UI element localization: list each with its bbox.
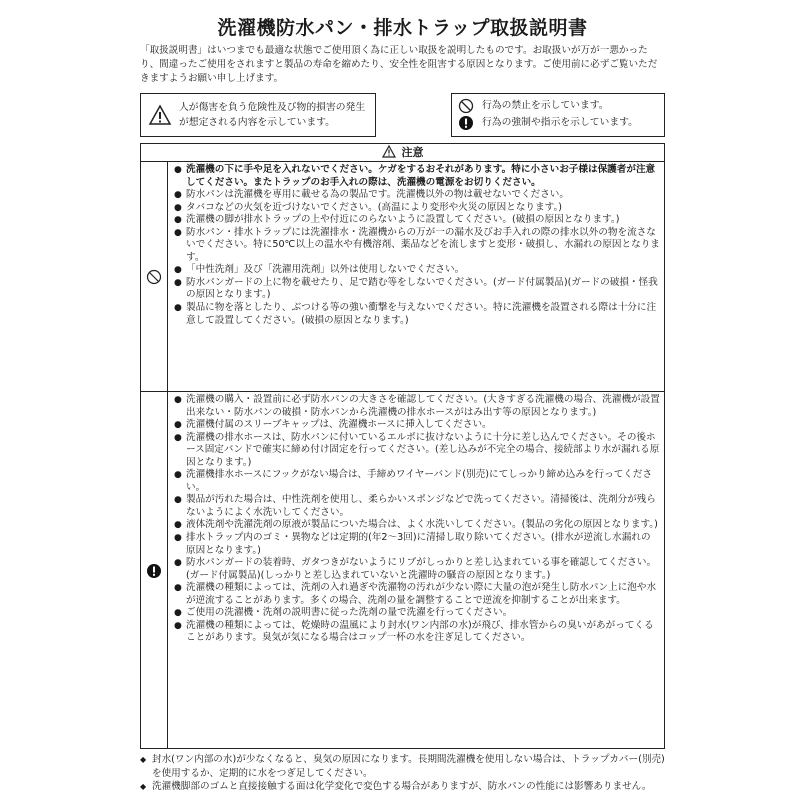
symbol-legend [140, 93, 665, 140]
list-item: ● 洗濯機の種類によっては、洗剤の入れ過ぎや洗濯物の汚れが少ない際に大量の泡が発生し防水パン上に泡や水が逆流することがあります。多くの場合、洗剤の量を調整することで逆流を抑制することが出来ます。 [174, 582, 660, 607]
legend-prohibit-text: 行為の禁止を示しています。 [482, 100, 609, 111]
footnote: ◆ 封水(ワン内部の水)が少なくなると、臭気の原因になります。長期間洗濯機を使用しない場合は、トラップカバー(別売)を使用するか、定期的に水をつぎ足してください。 [140, 753, 665, 780]
list-item: ● 洗濯機の排水ホースは、防水パンに付いているエルボに抜けないように十分に差し込んでください。その後ホース固定バンドで確実に締め付け固定を行ってください。(差し込みが不完全の場合、接続部より水が漏れる原因となります。) [174, 432, 660, 470]
footnotes [140, 753, 665, 794]
warning-definition-box [140, 93, 376, 137]
legend-mandatory-row [458, 114, 658, 131]
list-item: ● 洗濯機付属のスリーブキャップは、洗濯機ホースに挿入してください。 [174, 419, 660, 432]
list-item: ● 製品に物を落としたり、ぶつける等の強い衝撃を与えないでください。特に洗濯機を設置される際は十分に注意して設置してください。(破損の原因となります。) [174, 302, 660, 327]
list-item: ● 「中性洗剤」及び「洗濯用洗剤」以外は使用しないでください。 [174, 264, 660, 277]
list-item: ● 防水パン・排水トラップには洗濯排水・洗濯機からの万が一の漏水及びお手入れの際の排水以外の物を流さないでください。特に50℃以上の温水や有機溶剤、薬品などを流しますと変形・破損し、水漏れの原因となります。 [174, 227, 660, 265]
legend-prohibit-row [458, 97, 658, 114]
prohibit-icon [146, 269, 162, 285]
list-item: ● 製品が汚れた場合は、中性洗剤を使用し、柔らかいスポンジなどで洗ってください。清掃後は、洗剤分が残らないようによく水洗いしてください。 [174, 494, 660, 519]
caution-header [141, 144, 664, 162]
list-item: ● 防水パンガードの装着時、ガタつきがないようにリブがしっかりと差し込まれている事を確認してください。(ガード付属製品)(しっかりと差し込まれていないと洗濯時の騒音の原因となります。) [174, 557, 660, 582]
prohibit-section-icon-column [141, 162, 168, 391]
icon-legend-box [451, 93, 665, 137]
list-item: ● 防水パンガードの上に物を載せたり、足で踏む等をしないでください。(ガード付属製品)(ガードの破損・怪我の原因となります。) [174, 277, 660, 302]
page-title: 洗濯機防水パン・排水トラップ取扱説明書 [217, 17, 588, 39]
list-item: ● 液体洗剤や洗濯洗剤の原液が製品についた場合は、よく水洗いしてください。(製品の劣化の原因となります。) [174, 519, 660, 532]
list-item: ● 洗濯機の購入・設置前に必ず防水パンの大きさを確認してください。(大きすぎる洗濯機の場合、洗濯機が設置出来ない・防水パンの破損・防水パンから洗濯機の排水ホースがはみ出す等の原因となります。) [174, 394, 660, 419]
mandatory-list [168, 392, 664, 749]
caution-triangle-icon [382, 145, 396, 158]
warning-definition-text: 人が傷害を負う危険性及び物的損害の発生が想定される内容を示しています。 [179, 102, 366, 128]
mandatory-icon [146, 563, 162, 579]
mandatory-icon [458, 115, 474, 131]
list-item: ● 防水パンは洗濯機を専用に載せる為の製品です。洗濯機以外の物は載せないでください。 [174, 189, 660, 202]
prohibit-list [168, 162, 664, 391]
prohibit-section [141, 162, 664, 392]
list-item: ● ご使用の洗濯機・洗剤の説明書に従った洗剤の量で洗濯を行ってください。 [174, 607, 660, 620]
prohibit-icon [458, 98, 474, 114]
intro-paragraph: 「取扱説明書」はいつまでも最適な状態でご使用頂く為に正しい取扱を説明したものです。お取扱いが万が一悪かったり、間違ったご使用をされますと製品の寿命を縮めたり、安全性を阻害する原因となります。ご使用前に必ずご覧いただきますようお願い申し上げます。 [140, 45, 658, 85]
list-item: ● 洗濯機の脚が排水トラップの上や付近にのらないように設置してください。(破損の原因となります。) [174, 214, 660, 227]
footnote: ◆ 洗濯機脚部のゴムと直接接触する面は化学変化で変色する場合がありますが、防水パンの性能には影響ありません。 [140, 780, 665, 794]
list-item: ● 洗濯機排水ホースにフックがない場合は、手締めワイヤーバンド(別売)にてしっかり締め込みを行ってください。 [174, 469, 660, 494]
legend-mandatory-text: 行為の強制や指示を示しています。 [482, 117, 638, 128]
list-item: ● 洗濯機の下に手や足を入れないでください。ケガをするおそれがあります。特に小さいお子様は保護者が注意してください。またトラップのお手入れの際は、洗濯機の電源をお切りください。 [174, 164, 660, 189]
list-item: ● 洗濯機の種類によっては、乾燥時の温風により封水(ワン内部の水)が飛び、排水管からの臭いがあがってくることがあります。臭気が気になる場合はコップ一杯の水を注ぎ足してください。 [174, 620, 660, 645]
mandatory-section [141, 392, 664, 749]
warning-triangle-icon [147, 104, 173, 126]
caution-header-label: 注意 [401, 146, 424, 159]
mandatory-section-icon-column [141, 392, 168, 749]
list-item: ● 排水トラップ内のゴミ・異物などは定期的(年2〜3回)に清掃し取り除いてください。(排水が逆流し水漏れの原因となります。) [174, 532, 660, 557]
caution-table [140, 143, 665, 749]
list-item: ● タバコなどの火気を近づけないでください。(高温により変形や火災の原因となります。) [174, 202, 660, 215]
manual-sheet [140, 10, 665, 792]
